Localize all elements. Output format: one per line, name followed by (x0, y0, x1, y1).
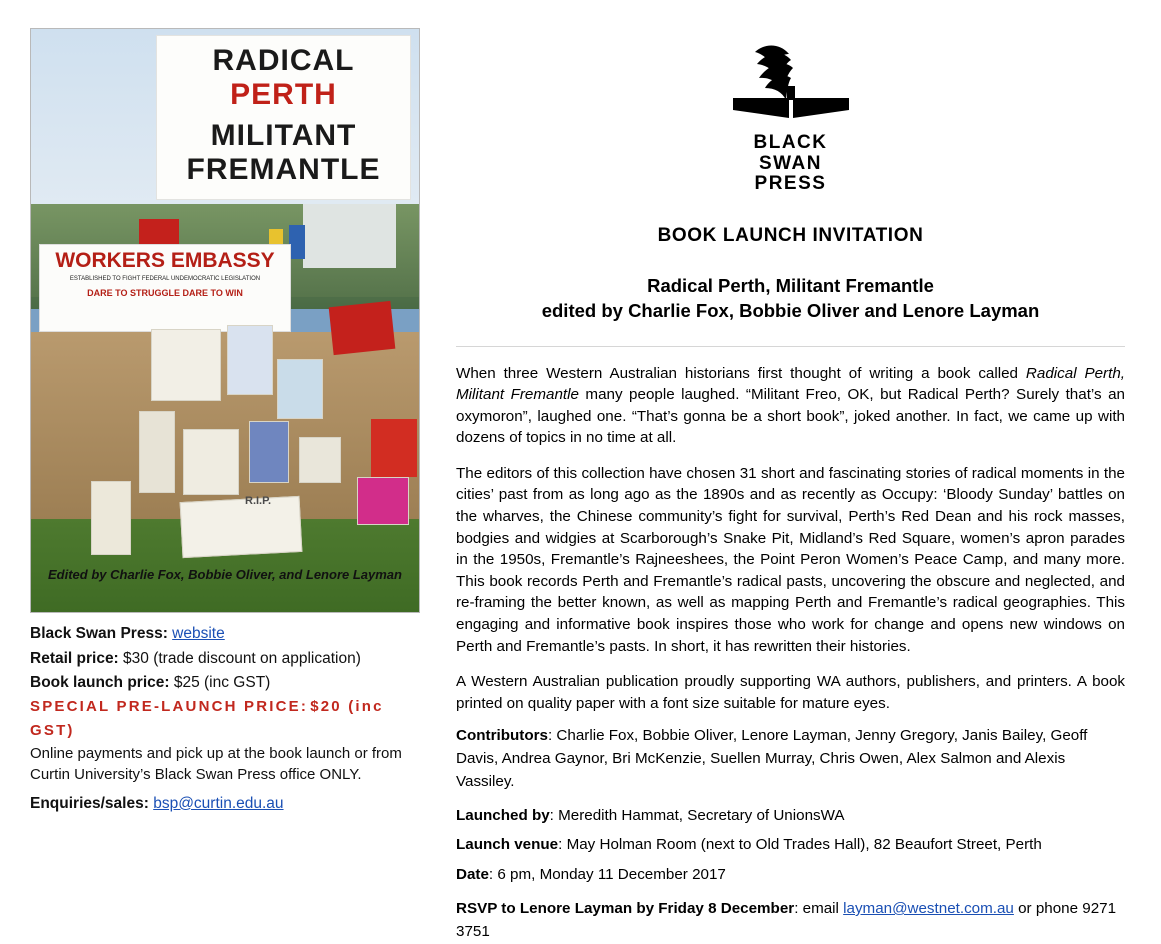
cover-placard (227, 325, 273, 395)
publisher-logo-line-3: PRESS (754, 173, 827, 195)
venue-row (456, 834, 1125, 857)
book-editors: edited by Charlie Fox, Bobbie Oliver and Lenore Layman (541, 300, 1040, 322)
special-price-label: SPECIAL PRE-LAUNCH PRICE (30, 698, 301, 716)
publisher-website-link[interactable]: website (172, 625, 225, 643)
date-value: : 6 pm, Monday 11 December 2017 (488, 866, 726, 884)
banner-headline: WORKERS EMBASSY (55, 249, 275, 272)
publisher-row (30, 622, 422, 645)
publisher-logo-line-2: SWAN (759, 152, 822, 174)
cover-title-line-2: PERTH (230, 77, 337, 111)
para1-part-a: When three Western Australian historians first thought of writing a book called (456, 364, 1026, 382)
description-paragraph-3: A Western Australian publication proudly supporting WA authors, publishers, and printers. A book printed on quality paper with a font size suitable for mature eyes. (456, 673, 1125, 712)
cover-placard (299, 437, 341, 483)
launch-price-row (30, 671, 422, 694)
divider (456, 346, 1125, 347)
cover-placard (139, 411, 175, 493)
enquiries-row (30, 792, 422, 815)
launched-by-value: : Meredith Hammat, Secretary of UnionsWA (549, 806, 845, 824)
venue-label: Launch venue (456, 836, 559, 854)
launched-by-label: Launched by (456, 806, 550, 824)
para1-part-b: many people laughed. “Militant Freo, OK, but Radical Perth? Surely that’s an oxymoron”, laughed one. “That’s gonna be a short book”, joked another. In fact, we came up with dozens of topics in no time at all. (456, 386, 1125, 447)
cover-placard (91, 481, 131, 555)
book-cover-image (30, 28, 420, 613)
special-price-colon: : (300, 698, 306, 716)
cover-title-sign (156, 35, 411, 200)
retail-price-label: Retail price: (30, 649, 119, 667)
special-price-value: $20 (inc GST) (30, 698, 384, 739)
cover-title-line-4: FREMANTLE (186, 152, 381, 186)
rsvp-phone-text: or phone 9271 3751 (456, 900, 1117, 940)
cover-flag-red-2 (329, 301, 396, 355)
banner-slogan: DARE TO STRUGGLE DARE TO WIN (87, 287, 243, 298)
cover-editors-credit: Edited by Charlie Fox, Bobbie Oliver, and Lenore Layman (48, 567, 402, 583)
launch-price-value: $25 (inc GST) (173, 673, 271, 691)
publisher-logo-line-1: BLACK (753, 132, 828, 153)
launched-by-row (456, 805, 1125, 828)
cover-placard (180, 496, 303, 558)
date-label: Date (456, 866, 489, 884)
retail-price-row (30, 647, 422, 670)
special-price-row (30, 695, 422, 742)
cover-title-line-1: RADICAL (212, 44, 355, 77)
publisher-label: Black Swan Press: (30, 625, 168, 643)
rsvp-email-link[interactable]: layman@westnet.com.au (843, 900, 1014, 918)
page-title: BOOK LAUNCH INVITATION (657, 224, 924, 246)
publisher-logo (456, 38, 1125, 195)
cover-placard (357, 477, 409, 525)
book-title: Radical Perth, Militant Fremantle (647, 274, 934, 296)
description-paragraph-1 (456, 363, 1125, 449)
cover-title-line-3: MILITANT (210, 119, 357, 153)
enquiries-label: Enquiries/sales: (30, 794, 149, 812)
enquiries-email-link[interactable]: bsp@curtin.edu.au (153, 794, 284, 812)
cover-placard (151, 329, 221, 401)
cover-flag-red-3 (371, 419, 417, 477)
cover-flag-blue (289, 225, 305, 259)
special-price-note: Online payments and pick up at the book launch or from Curtin University’s Black Swan Press office ONLY. (30, 745, 402, 784)
left-column (30, 28, 422, 816)
book-title-block (456, 273, 1125, 324)
contributors-value: : Charlie Fox, Bobbie Oliver, Lenore Layman, Jenny Gregory, Janis Bailey, Geoff Davis, Andrea Gaynor, Bri McKenzie, Suellen Murray, Chris Owen, Alex Salmon and Alexis Vassiley. (456, 727, 1088, 790)
date-row (456, 864, 1125, 887)
right-column (456, 28, 1125, 940)
contributors-label: Contributors (456, 727, 548, 745)
cover-placard (249, 421, 289, 483)
venue-value: : May Holman Room (next to Old Trades Hall), 82 Beaufort Street, Perth (558, 836, 1042, 854)
cover-building (303, 204, 396, 268)
retail-price-value: $30 (trade discount on application) (123, 649, 361, 667)
contributors-row (456, 725, 1125, 793)
description-paragraph-2: The editors of this collection have chosen 31 short and fascinating stories of radical moments in the cities’ past from as long ago as the 1890s and as recently as Occupy: ‘Bloody Sunday’ battles on the wharves, the Chinese community’s fight for survival, Perth’s Red Dean and his rock masses, bodgies and widgies at Scarborough’s Snake Pit, Midland’s Red Square, women’s apron parades in the 1950s, Fremantle’s Rajneeshees, the Point Peron Women’s Peace Camp, and many more. This book records Perth and Fremantle’s radical pasts, uncovering the obscure and neglected, and re-framing the better known, as well as mapping Perth and Fremantle’s radical geographies. This engaging and informative book inspires those who work for change and opens new windows on Perth and Fremantle’s pasts. In short, it has rewritten their histories. (456, 464, 1125, 655)
cover-placard (277, 359, 323, 419)
launch-price-label: Book launch price: (30, 673, 170, 691)
banner-subtext: ESTABLISHED TO FIGHT FEDERAL UNDEMOCRATIC LEGISLATION (69, 276, 261, 282)
purchase-details (30, 622, 422, 816)
open-book-icon (729, 109, 853, 126)
cover-workers-embassy-banner (39, 244, 291, 332)
rsvp-label: RSVP to Lenore Layman by Friday 8 December (456, 900, 795, 918)
cover-rip-text: R.I.P. (245, 495, 272, 507)
rsvp-row (456, 898, 1125, 944)
rsvp-mid-text: : email (794, 900, 844, 918)
para1-book-title-italic: Radical Perth, Militant Fremantle (456, 364, 1125, 404)
cover-placard (183, 429, 239, 495)
